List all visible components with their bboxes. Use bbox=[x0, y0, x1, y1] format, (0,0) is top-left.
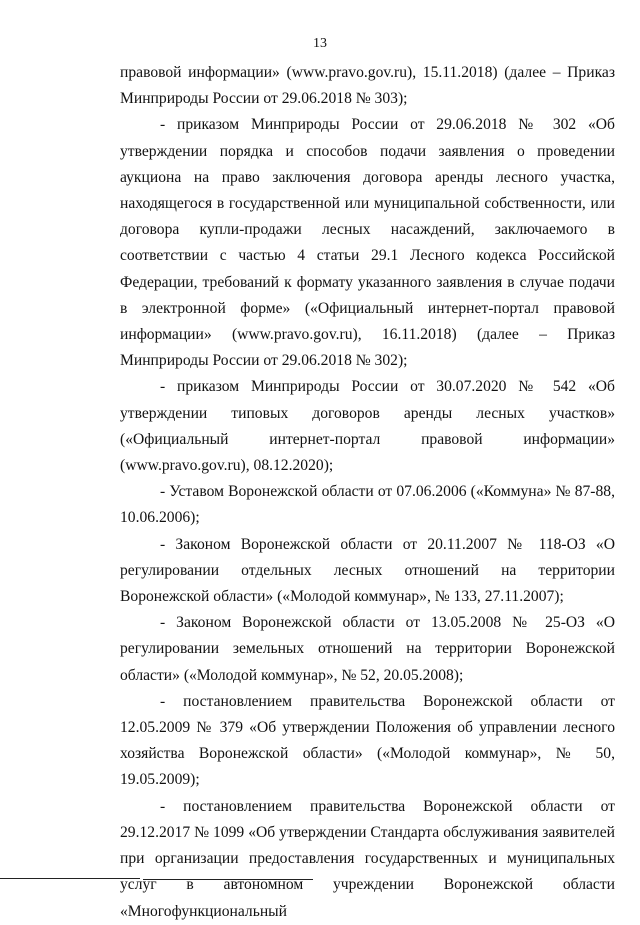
paragraph-continuation: правовой информации» (www.pravo.gov.ru), 15.11.2018) (далее – Приказ Минприроды России от 29.06.2018 № 303); bbox=[120, 64, 615, 108]
document-body bbox=[120, 60, 615, 925]
paragraph-resolution-379: - постановлением правительства Воронежской области от 12.05.2009 № 379 «Об утверждении Положения об управлении лесного хозяйства Воронежской области» («Молодой коммунар», № 50, 19.05.2009); bbox=[120, 692, 615, 789]
page-number: 13 bbox=[313, 36, 327, 51]
paragraph-law-118: - Законом Воронежской области от 20.11.2007 № 118-ОЗ «О регулировании отдельных лесных отношений на территории Воронежской области» («Молодой коммунар», № 133, 27.11.2007); bbox=[120, 535, 615, 606]
footer-rule-left bbox=[0, 878, 140, 879]
paragraph-order-302: - приказом Минприроды России от 29.06.2018 № 302 «Об утверждении порядка и способов подачи заявления о проведении аукциона на право заключения договора аренды лесного участка, находящегося в государственной или муниципальной собственности, или договора купли-продажи лесных насаждений, заключаемого в соответствии с частью 4 статьи 29.1 Лесного кодекса Российской Федерации, требований к формату указанного заявления в случае подачи в электронной форме» («Официальный интернет-портал правовой информации» (www.pravo.gov.ru), 16.11.2018) (далее – Приказ Минприроды России от 29.06.2018 № 302); bbox=[120, 116, 615, 370]
paragraph-resolution-1099: - постановлением правительства Воронежской области от 29.12.2017 № 1099 «Об утверждении Стандарта обслуживания заявителей при организации предоставления государственных и муниципальных услуг в автономном учреждении Воронежской области «Многофункциональный bbox=[120, 797, 615, 920]
footer-rule-right bbox=[143, 879, 313, 880]
paragraph-order-542: - приказом Минприроды России от 30.07.2020 № 542 «Об утверждении типовых договоров аренды лесных участков» («Официальный интернет-портал правовой информации» (www.pravo.gov.ru), 08.12.2020); bbox=[120, 378, 615, 475]
paragraph-charter: - Уставом Воронежской области от 07.06.2006 («Коммуна» № 87-88, 10.06.2006); bbox=[120, 483, 615, 527]
paragraph-law-25: - Законом Воронежской области от 13.05.2008 № 25-ОЗ «О регулировании земельных отношений на территории Воронежской области» («Молодой коммунар», № 52, 20.05.2008); bbox=[120, 614, 615, 684]
